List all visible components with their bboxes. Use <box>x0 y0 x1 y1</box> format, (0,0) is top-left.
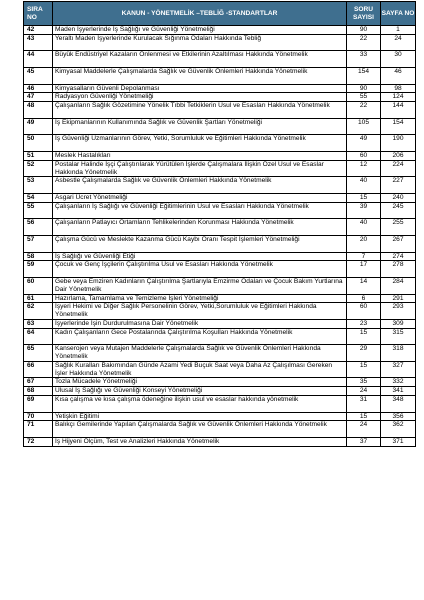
row-title: İş Ekipmanlarının Kullanımında Sağlık ve Güvenlik Şartları Yönetmeliği <box>53 118 347 135</box>
row-question-count: 49 <box>347 135 381 152</box>
row-page-number: 98 <box>381 84 416 93</box>
row-page-number: 30 <box>381 51 416 68</box>
row-question-count: 35 <box>347 378 381 387</box>
row-title: Kimyasal Maddelerle Çalışmalarda Sağlık ve Güvenlik Önlemleri Hakkında Yönetmelik <box>53 67 347 84</box>
row-page-number: 144 <box>381 102 416 119</box>
row-number: 64 <box>24 328 53 345</box>
row-page-number: 293 <box>381 303 416 320</box>
row-question-count: 24 <box>347 387 381 396</box>
row-title: İş Hijyeni Ölçüm, Test ve Analizleri Hakkında Yönetmelik <box>53 438 347 447</box>
table-row <box>24 193 416 202</box>
row-page-number: 356 <box>381 412 416 421</box>
row-title: Tozla Mücadele Yönetmeliği <box>53 378 347 387</box>
row-question-count: 15 <box>347 412 381 421</box>
row-title: Gebe veya Emziren Kadınların Çalıştırılma Şartlarıyla Emzirme Odaları ve Çocuk Bakım Yurtlarına Dair Yönetmelik <box>53 277 347 294</box>
row-page-number: 124 <box>381 93 416 102</box>
row-number: 51 <box>24 151 53 160</box>
row-title: Çalışanların İş Sağlığı ve Güvenliği Eğitimlerinin Usul ve Esasları Hakkında Yönetmelik <box>53 202 347 219</box>
regulation-index <box>23 1 415 447</box>
row-title: Postalar Halinde İşçi Çalıştırılarak Yürütülen İşlerde Çalışmalara İlişkin Özel Usul ve Esaslar Hakkında Yönetmelik <box>53 160 347 177</box>
header-sira-no: SIRA NO <box>24 2 53 26</box>
row-number: 71 <box>24 421 53 438</box>
row-number: 48 <box>24 102 53 119</box>
row-question-count: 37 <box>347 438 381 447</box>
row-number: 52 <box>24 160 53 177</box>
row-question-count: 20 <box>347 235 381 252</box>
row-question-count: 90 <box>347 26 381 35</box>
row-question-count: 39 <box>347 202 381 219</box>
regulation-table <box>23 1 416 447</box>
table-row <box>24 26 416 35</box>
row-title: Meslek Hastalıkları <box>53 151 347 160</box>
row-question-count: 29 <box>347 345 381 362</box>
row-page-number: 284 <box>381 277 416 294</box>
table-row <box>24 102 416 119</box>
row-question-count: 22 <box>347 34 381 51</box>
row-number: 66 <box>24 361 53 378</box>
row-title: Kadın Çalışanların Gece Postalarında Çalıştırılma Koşulları Hakkında Yönetmelik <box>53 328 347 345</box>
row-question-count: 55 <box>347 93 381 102</box>
header-title: KANUN - YÖNETMELİK –TEBLİĞ -STANDARTLAR <box>53 2 347 26</box>
row-title: Kimyasalların Güvenli Depolanması <box>53 84 347 93</box>
row-number: 47 <box>24 93 53 102</box>
row-title: Radyasyon Güvenliği Yönetmeliği <box>53 93 347 102</box>
row-number: 59 <box>24 261 53 278</box>
table-row <box>24 277 416 294</box>
table-row <box>24 219 416 236</box>
row-title: Büyük Endüstriyel Kazaların Önlenmesi ve Etkilerinin Azaltılması Hakkında Yönetmelik <box>53 51 347 68</box>
table-row <box>24 177 416 194</box>
row-question-count: 17 <box>347 261 381 278</box>
table-row <box>24 252 416 261</box>
row-number: 44 <box>24 51 53 68</box>
row-page-number: 206 <box>381 151 416 160</box>
row-title: İşyeri Hekimi ve Diğer Sağlık Personelinin Görev, Yetki,Sorumluluk ve Eğitimleri Hakkında Yönetmelik <box>53 303 347 320</box>
row-title: Ulusal İş Sağlığı ve Güvenliği Konseyi Yönetmeliği <box>53 387 347 396</box>
row-question-count: 60 <box>347 303 381 320</box>
row-number: 45 <box>24 67 53 84</box>
row-number: 72 <box>24 438 53 447</box>
row-page-number: 291 <box>381 294 416 303</box>
row-page-number: 1 <box>381 26 416 35</box>
row-page-number: 309 <box>381 319 416 328</box>
table-row <box>24 328 416 345</box>
row-number: 50 <box>24 135 53 152</box>
row-number: 43 <box>24 34 53 51</box>
row-page-number: 278 <box>381 261 416 278</box>
row-question-count: 154 <box>347 67 381 84</box>
row-number: 61 <box>24 294 53 303</box>
header-sayfa-no: SAYFA NO <box>381 2 416 26</box>
row-question-count: 23 <box>347 319 381 328</box>
row-page-number: 224 <box>381 160 416 177</box>
row-title: Sağlık Kuralları Bakımından Günde Azami Yedi Buçuk Saat veya Daha Az Çalışılması Gereken İşler Hakkında Yönetmelik <box>53 361 347 378</box>
row-page-number: 362 <box>381 421 416 438</box>
row-page-number: 341 <box>381 387 416 396</box>
row-title: Çalışanların Patlayıcı Ortamların Tehlikelerinden Korunması Hakkında Yönetmelik <box>53 219 347 236</box>
row-page-number: 318 <box>381 345 416 362</box>
row-title: Yeraltı Maden İşyerlerinde Kurulacak Sığınma Odaları Hakkında Tebliğ <box>53 34 347 51</box>
row-page-number: 348 <box>381 396 416 413</box>
row-title: Maden İşyerlerinde İş Sağlığı ve Güvenliği Yönetmeliği <box>53 26 347 35</box>
row-page-number: 240 <box>381 193 416 202</box>
row-title: İş Sağlığı ve Güvenliği Etiği <box>53 252 347 261</box>
table-row <box>24 34 416 51</box>
row-page-number: 267 <box>381 235 416 252</box>
table-row <box>24 345 416 362</box>
row-question-count: 40 <box>347 177 381 194</box>
row-title: Kısa çalışma ve kısa çalışma ödeneğine ilişkin usul ve esaslar hakkında yönetmelik <box>53 396 347 413</box>
table-row <box>24 118 416 135</box>
row-number: 68 <box>24 387 53 396</box>
row-title: İşyerlerinde İşin Durdurulmasına Dair Yönetmelik <box>53 319 347 328</box>
row-page-number: 46 <box>381 67 416 84</box>
row-number: 65 <box>24 345 53 362</box>
table-row <box>24 378 416 387</box>
row-number: 55 <box>24 202 53 219</box>
row-question-count: 40 <box>347 219 381 236</box>
row-question-count: 14 <box>347 277 381 294</box>
table-row <box>24 160 416 177</box>
row-number: 63 <box>24 319 53 328</box>
row-number: 49 <box>24 118 53 135</box>
row-title: Balıkçı Gemilerinde Yapılan Çalışmalarda Sağlık ve Güvenlik Önlemleri Hakkında Yönetmelik <box>53 421 347 438</box>
row-question-count: 105 <box>347 118 381 135</box>
row-page-number: 227 <box>381 177 416 194</box>
row-question-count: 15 <box>347 328 381 345</box>
row-page-number: 154 <box>381 118 416 135</box>
table-body <box>24 26 416 447</box>
row-question-count: 6 <box>347 294 381 303</box>
row-title: Kanserojen veya Mutajen Maddelerle Çalışmalarda Sağlık ve Güvenlik Önlemleri Hakkında Yönetmelik <box>53 345 347 362</box>
table-row <box>24 387 416 396</box>
table-row <box>24 67 416 84</box>
row-title: Asbestle Çalışmalarda Sağlık ve Güvenlik Önlemleri Hakkında Yönetmelik <box>53 177 347 194</box>
row-number: 67 <box>24 378 53 387</box>
row-question-count: 24 <box>347 421 381 438</box>
row-page-number: 190 <box>381 135 416 152</box>
row-question-count: 31 <box>347 396 381 413</box>
table-row <box>24 235 416 252</box>
row-number: 56 <box>24 219 53 236</box>
table-row <box>24 438 416 447</box>
row-question-count: 12 <box>347 160 381 177</box>
row-number: 62 <box>24 303 53 320</box>
row-title: Yetişkin Eğitimi <box>53 412 347 421</box>
table-row <box>24 135 416 152</box>
table-row <box>24 51 416 68</box>
row-number: 54 <box>24 193 53 202</box>
table-row <box>24 319 416 328</box>
row-title: Hazırlama, Tamamlama ve Temizleme İşleri Yönetmeliği <box>53 294 347 303</box>
row-page-number: 315 <box>381 328 416 345</box>
row-page-number: 24 <box>381 34 416 51</box>
table-row <box>24 84 416 93</box>
row-title: Çalışanların Sağlık Gözetimine Yönelik Tıbbi Tetkiklerin Usul ve Esasları Hakkında Yönetmelik <box>53 102 347 119</box>
row-number: 53 <box>24 177 53 194</box>
row-title: İş Güvenliği Uzmanlarının Görev, Yetki, Sorumluluk ve Eğitimleri Hakkında Yönetmelik <box>53 135 347 152</box>
row-title: Asgari Ücret Yönetmeliği <box>53 193 347 202</box>
table-row <box>24 151 416 160</box>
table-row <box>24 303 416 320</box>
row-title: Çocuk ve Genç İşçilerin Çalıştırılma Usul ve Esasları Hakkında Yönetmelik <box>53 261 347 278</box>
table-row <box>24 412 416 421</box>
row-question-count: 7 <box>347 252 381 261</box>
row-page-number: 327 <box>381 361 416 378</box>
row-question-count: 60 <box>347 151 381 160</box>
header-soru-sayisi: SORU SAYISI <box>347 2 381 26</box>
table-row <box>24 421 416 438</box>
row-question-count: 22 <box>347 102 381 119</box>
row-question-count: 33 <box>347 51 381 68</box>
row-page-number: 245 <box>381 202 416 219</box>
row-number: 57 <box>24 235 53 252</box>
row-title: Çalışma Gücü ve Meslekte Kazanma Gücü Kaybı Oranı Tespit İşlemleri Yönetmeliği <box>53 235 347 252</box>
row-page-number: 332 <box>381 378 416 387</box>
table-row <box>24 93 416 102</box>
row-page-number: 255 <box>381 219 416 236</box>
row-number: 58 <box>24 252 53 261</box>
row-question-count: 90 <box>347 84 381 93</box>
row-question-count: 15 <box>347 193 381 202</box>
row-page-number: 371 <box>381 438 416 447</box>
table-header <box>24 2 416 26</box>
table-row <box>24 294 416 303</box>
row-number: 42 <box>24 26 53 35</box>
row-number: 70 <box>24 412 53 421</box>
table-row <box>24 361 416 378</box>
row-number: 60 <box>24 277 53 294</box>
row-number: 46 <box>24 84 53 93</box>
table-row <box>24 202 416 219</box>
row-number: 69 <box>24 396 53 413</box>
table-row <box>24 261 416 278</box>
table-row <box>24 396 416 413</box>
row-page-number: 274 <box>381 252 416 261</box>
row-question-count: 15 <box>347 361 381 378</box>
